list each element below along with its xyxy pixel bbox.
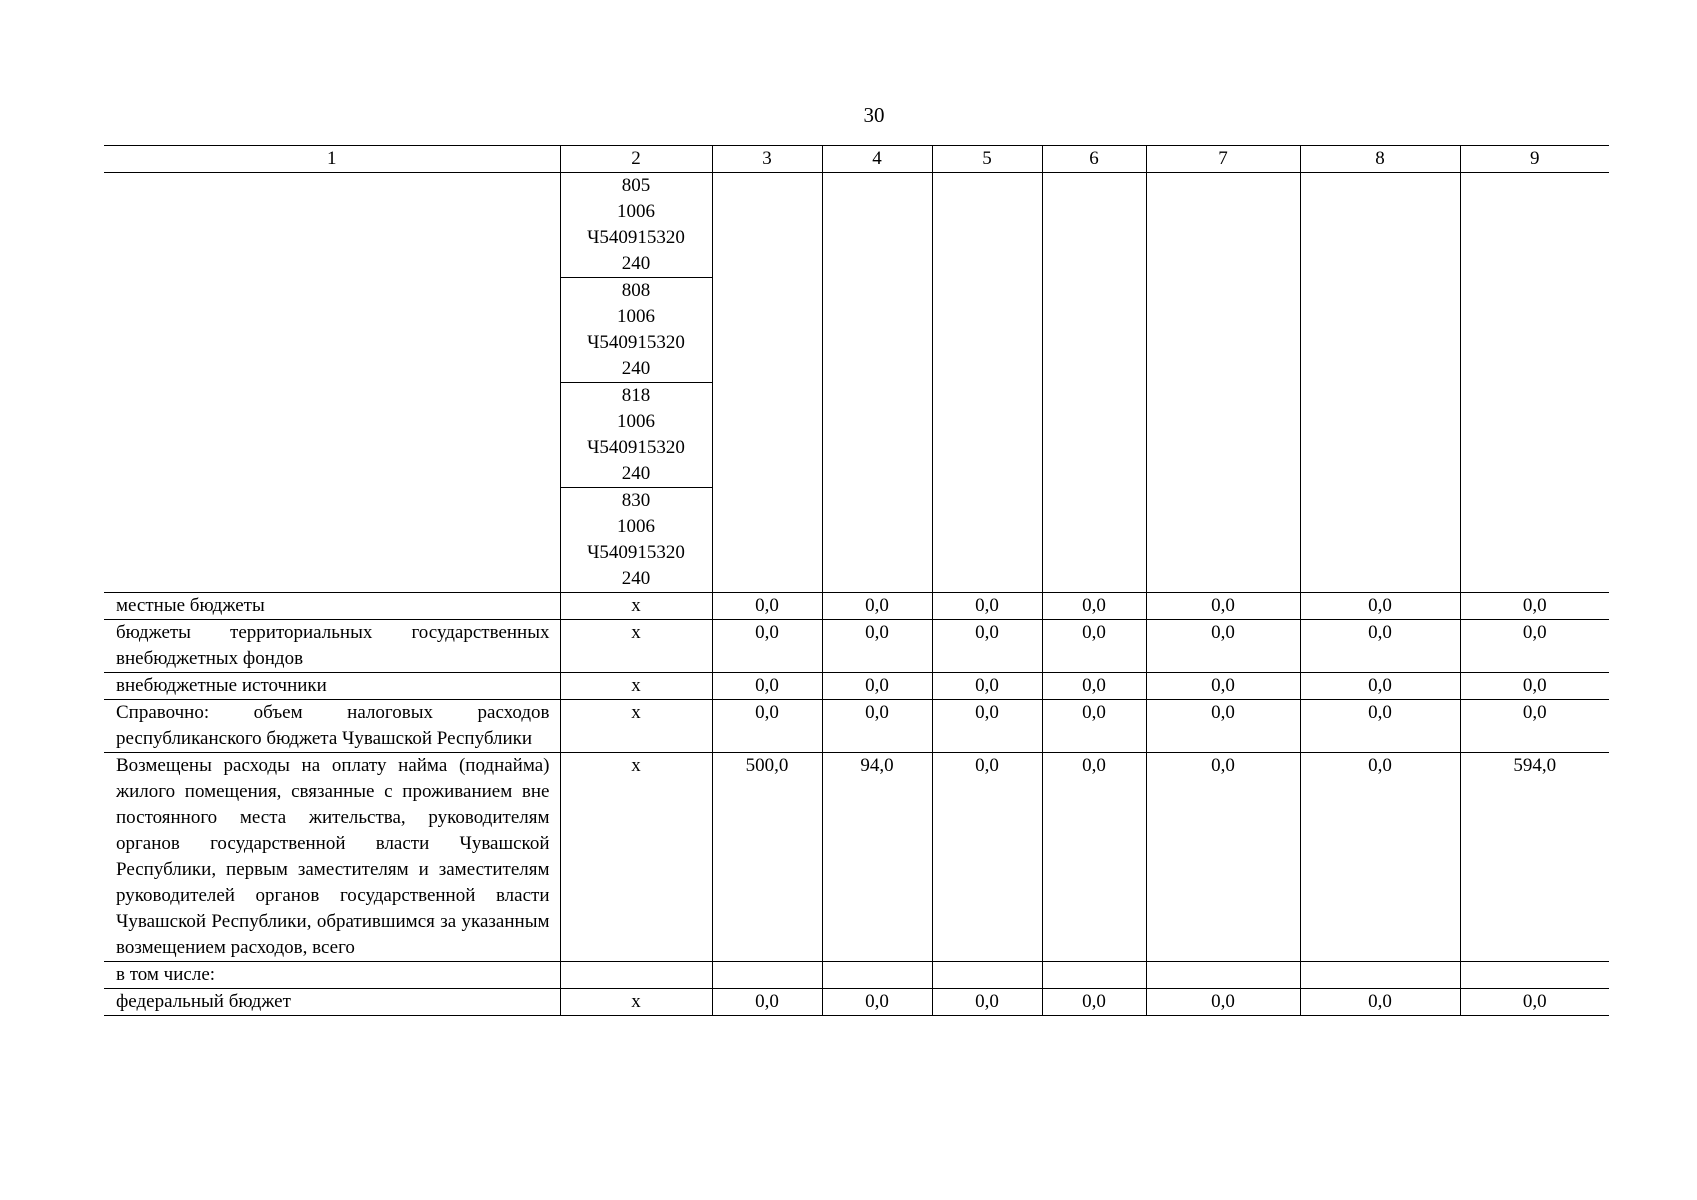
row-code: x bbox=[560, 989, 712, 1016]
empty-cell bbox=[822, 173, 932, 593]
row-value: 594,0 bbox=[1460, 753, 1609, 962]
row-code bbox=[560, 962, 712, 989]
code-block bbox=[561, 383, 712, 488]
table-row bbox=[104, 962, 1609, 989]
row-value: 0,0 bbox=[1146, 673, 1300, 700]
column-header: 4 bbox=[822, 146, 932, 173]
row-value: 0,0 bbox=[712, 989, 822, 1016]
column-header: 7 bbox=[1146, 146, 1300, 173]
row-value: 0,0 bbox=[1146, 700, 1300, 753]
row-code: x bbox=[560, 593, 712, 620]
table-row bbox=[104, 989, 1609, 1016]
code-line: 1006 bbox=[617, 201, 655, 222]
column-header: 9 bbox=[1460, 146, 1609, 173]
code-line: 1006 bbox=[617, 306, 655, 327]
page-number: 30 bbox=[863, 103, 885, 127]
row-value: 0,0 bbox=[1146, 989, 1300, 1016]
column-header: 3 bbox=[712, 146, 822, 173]
column-header: 2 bbox=[560, 146, 712, 173]
row-value: 0,0 bbox=[822, 620, 932, 673]
row-label: федеральный бюджет bbox=[104, 989, 560, 1016]
row-value bbox=[1460, 962, 1609, 989]
row-value: 0,0 bbox=[932, 700, 1042, 753]
row-code: x bbox=[560, 700, 712, 753]
row-label: Возмещены расходы на оплату найма (поднайма) жилого помещения, связанные с проживанием вне постоянного места жительства, руководителям органов государственной власти Чувашской Республики, первым заместителям и заместителям руководителей органов государственной власти Чувашской Республики, обратившимся за указанным возмещением расходов, всего bbox=[104, 753, 560, 962]
row-value: 0,0 bbox=[932, 989, 1042, 1016]
row-value bbox=[1042, 962, 1146, 989]
row-value: 0,0 bbox=[1300, 620, 1460, 673]
row-value: 0,0 bbox=[712, 593, 822, 620]
row-value: 0,0 bbox=[712, 700, 822, 753]
row-label: внебюджетные источники bbox=[104, 673, 560, 700]
row-value bbox=[932, 962, 1042, 989]
empty-cell bbox=[712, 173, 822, 593]
code-line: Ч540915320 bbox=[587, 542, 685, 563]
code-line: 240 bbox=[621, 568, 651, 589]
row-value: 0,0 bbox=[1460, 593, 1609, 620]
empty-cell bbox=[932, 173, 1042, 593]
budget-codes-row bbox=[104, 173, 1609, 593]
row-label: местные бюджеты bbox=[104, 593, 560, 620]
code-block bbox=[561, 173, 712, 278]
code-line: Ч540915320 bbox=[587, 437, 685, 458]
row-value: 0,0 bbox=[1300, 753, 1460, 962]
row-value: 0,0 bbox=[1460, 673, 1609, 700]
row-code: x bbox=[560, 620, 712, 673]
code-line: 240 bbox=[621, 358, 651, 379]
row-value: 0,0 bbox=[822, 673, 932, 700]
row-code: x bbox=[560, 673, 712, 700]
column-header: 6 bbox=[1042, 146, 1146, 173]
row-value: 0,0 bbox=[712, 620, 822, 673]
row-value: 0,0 bbox=[712, 673, 822, 700]
row-value: 0,0 bbox=[822, 989, 932, 1016]
row-value: 0,0 bbox=[1042, 753, 1146, 962]
row-value: 0,0 bbox=[822, 593, 932, 620]
table-row bbox=[104, 700, 1609, 753]
row-code: x bbox=[560, 753, 712, 962]
budget-classification-codes bbox=[560, 173, 712, 593]
code-line: 1006 bbox=[617, 516, 655, 537]
table-row bbox=[104, 753, 1609, 962]
code-line: 808 bbox=[621, 280, 651, 301]
empty-cell bbox=[1042, 173, 1146, 593]
code-block bbox=[561, 278, 712, 383]
empty-cell bbox=[104, 173, 560, 593]
code-line: 1006 bbox=[617, 411, 655, 432]
empty-cell bbox=[1146, 173, 1300, 593]
code-line: Ч540915320 bbox=[587, 227, 685, 248]
table-row bbox=[104, 620, 1609, 673]
row-value: 0,0 bbox=[1146, 620, 1300, 673]
empty-cell bbox=[1460, 173, 1609, 593]
row-value: 0,0 bbox=[932, 593, 1042, 620]
row-value: 0,0 bbox=[1300, 673, 1460, 700]
row-value: 0,0 bbox=[1146, 593, 1300, 620]
row-value bbox=[822, 962, 932, 989]
code-line: Ч540915320 bbox=[587, 332, 685, 353]
code-line: 240 bbox=[621, 463, 651, 484]
code-line: 240 bbox=[621, 253, 651, 274]
table-row bbox=[104, 673, 1609, 700]
row-value: 0,0 bbox=[1460, 700, 1609, 753]
row-value: 0,0 bbox=[1042, 673, 1146, 700]
row-label: бюджеты территориальных государственных внебюджетных фондов bbox=[104, 620, 560, 673]
budget-table bbox=[104, 145, 1609, 1016]
column-header: 5 bbox=[932, 146, 1042, 173]
code-line: 830 bbox=[621, 490, 651, 511]
code-line: 818 bbox=[621, 385, 651, 406]
row-value bbox=[1146, 962, 1300, 989]
column-header: 1 bbox=[104, 146, 560, 173]
row-value: 0,0 bbox=[1042, 620, 1146, 673]
row-value: 0,0 bbox=[1300, 700, 1460, 753]
empty-cell bbox=[1300, 173, 1460, 593]
row-value: 0,0 bbox=[1300, 989, 1460, 1016]
row-value: 500,0 bbox=[712, 753, 822, 962]
row-value: 0,0 bbox=[1042, 700, 1146, 753]
row-label: Справочно: объем налоговых расходов республиканского бюджета Чувашской Республики bbox=[104, 700, 560, 753]
row-value: 0,0 bbox=[822, 700, 932, 753]
code-block bbox=[561, 488, 712, 592]
column-header: 8 bbox=[1300, 146, 1460, 173]
row-value: 0,0 bbox=[932, 620, 1042, 673]
row-value: 0,0 bbox=[1042, 593, 1146, 620]
row-value: 94,0 bbox=[822, 753, 932, 962]
row-value: 0,0 bbox=[1146, 753, 1300, 962]
row-label: в том числе: bbox=[104, 962, 560, 989]
row-value bbox=[712, 962, 822, 989]
table-row bbox=[104, 593, 1609, 620]
row-value: 0,0 bbox=[932, 673, 1042, 700]
code-line: 805 bbox=[621, 175, 651, 196]
row-value: 0,0 bbox=[932, 753, 1042, 962]
row-value: 0,0 bbox=[1460, 989, 1609, 1016]
column-number-row bbox=[104, 146, 1609, 173]
row-value: 0,0 bbox=[1300, 593, 1460, 620]
row-value bbox=[1300, 962, 1460, 989]
row-value: 0,0 bbox=[1460, 620, 1609, 673]
row-value: 0,0 bbox=[1042, 989, 1146, 1016]
